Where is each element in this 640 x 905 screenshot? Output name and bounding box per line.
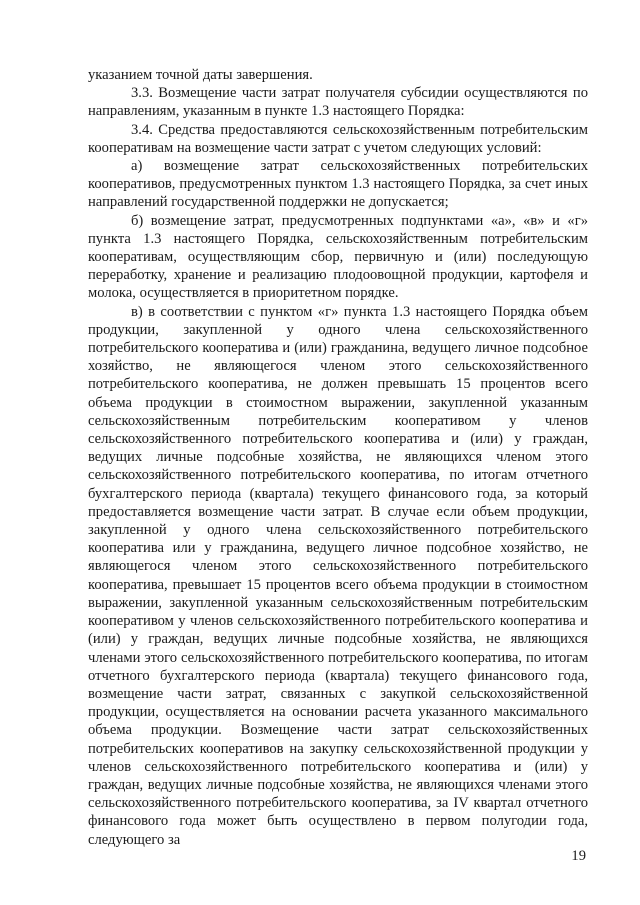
- paragraph-continuation: указанием точной даты завершения.: [88, 67, 313, 83]
- document-body: [88, 66, 588, 849]
- paragraph-3-3: 3.3. Возмещение части затрат получателя субсидии осуществляются по направлениям, указанным в пункте 1.3 настоящего Порядка:: [88, 85, 588, 120]
- paragraph-item-b: б) возмещение затрат, предусмотренных подпунктами «а», «в» и «г» пункта 1.3 настоящего Порядка, сельскохозяйственным потребительским кооперативам, осуществляющим сбор, первичную и (или) последующую переработку, хранение и реализацию плодоовощной продукции, картофеля и молока, осуществляется в приоритетном порядке.: [88, 212, 588, 302]
- page-number: 19: [571, 848, 586, 864]
- paragraph-item-a: а) возмещение затрат сельскохозяйственных потребительских кооперативов, предусмотренных пунктом 1.3 настоящего Порядка, за счет иных направлений государственной поддержки не допускается;: [88, 158, 588, 211]
- paragraph-3-4: 3.4. Средства предоставляются сельскохозяйственным потребительским кооперативам на возмещение части затрат с учетом следующих условий:: [88, 121, 588, 156]
- paragraph-item-v: в) в соответствии с пунктом «г» пункта 1.3 настоящего Порядка объем продукции, закупленной у одного члена сельскохозяйственного потребительского кооператива и (или) гражданина, ведущего личное подсобное хозяйство, не являющегося членом этого сельскохозяйственного потребительского кооператива, не должен превышать 15 процентов всего объема продукции в стоимостном выражении, закупленной указанным сельскохозяйственным потребительским кооперативом у членов сельскохозяйственного потребительского кооператива и (или) у граждан, ведущих личные подсобные хозяйства, не являющихся членом этого сельскохозяйственного потребительского кооператива, по итогам отчетного бухгалтерского периода (квартала) текущего финансового года, за который предоставляется возмещение части затрат. В случае если объем продукции, закупленной у одного члена сельскохозяйственного потребительского кооператива или у гражданина, ведущего личное подсобное хозяйство, не являющегося членом этого сельскохозяйственного потребительского кооператива, превышает 15 процентов всего объема продукции в стоимостном выражении, закупленной указанным сельскохозяйственным потребительским кооперативом у членов сельскохозяйственного потребительского кооператива и (или) у граждан, ведущих личные подсобные хозяйства, не являющихся членами этого сельскохозяйственного потребительского кооператива, по итогам отчетного бухгалтерского периода (квартала) текущего финансового года, возмещение части затрат, связанных с закупкой сельскохозяйственной продукции, осуществляется на основании расчета указанного максимального объема продукции. Возмещение части затрат сельскохозяйственных потребительских кооперативов на закупку сельскохозяйственной продукции у членов сельскохозяйственного потребительского кооператива и (или) у граждан, ведущих личные подсобные хозяйства, не являющихся членами этого сельскохозяйственного потребительского кооператива, за IV квартал отчетного финансового года может быть осуществлено в первом полугодии года, следующего за: [88, 303, 588, 848]
